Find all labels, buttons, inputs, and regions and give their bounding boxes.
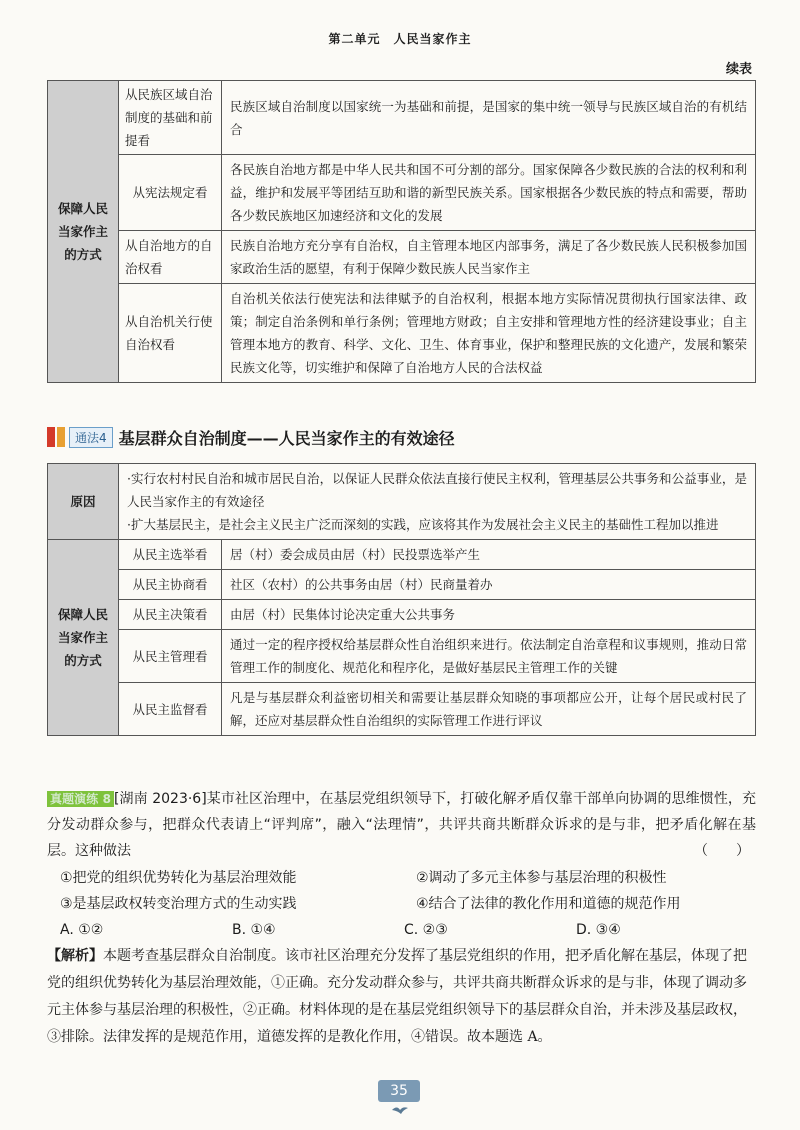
sub-cell: 从宪法规定看 — [119, 155, 222, 231]
analysis-block — [47, 943, 756, 1051]
option-row — [60, 891, 681, 917]
table-row — [48, 231, 756, 284]
table-row — [48, 600, 756, 630]
category-cell: 保障人民当家作主的方式 — [48, 540, 119, 736]
reason-cell — [119, 464, 756, 540]
table-row — [48, 630, 756, 683]
choice-a: A. ①② — [60, 922, 104, 938]
option-item: ③是基层政权转变治理方式的生动实践 — [60, 896, 297, 912]
content-cell: 各民族自治地方都是中华人民共和国不可分割的部分。国家保障各少数民族的合法的权利和利益，维护和发展平等团结互助和谐的新型民族关系。国家根据各少数民族的特点和需要，帮助各少数民族地区加速经济和文化的发展 — [222, 155, 756, 231]
page-number: 35 — [378, 1080, 420, 1102]
content-cell: 社区（农村）的公共事务由居（村）民商量着办 — [222, 570, 756, 600]
continued-label: 续表 — [725, 62, 752, 77]
sub-cell: 从民主管理看 — [119, 630, 222, 683]
section-tag: 通法4 — [69, 427, 113, 448]
section-marker-icon — [47, 427, 55, 447]
choice-b: B. ①④ — [232, 922, 276, 938]
table-row — [48, 155, 756, 231]
reason-item: ·扩大基层民主，是社会主义民主广泛而深刻的实践，应该将其作为发展社会主义民主的基础性工程加以推进 — [127, 517, 719, 532]
content-cell: 由居（村）民集体讨论决定重大公共事务 — [222, 600, 756, 630]
option-item: ④结合了法律的教化作用和道德的规范作用 — [416, 896, 681, 912]
analysis-text: 本题考查基层群众自治制度。该市社区治理充分发挥了基层党组织的作用，把矛盾化解在基层，体现了把党的组织优势转化为基层治理效能，①正确。充分发动群众参与，共评共商共断群众诉求的是与非，体现了调动多元主体参与基层治理的积极性，②正确。材料体现的是在基层党组织领导下的基层群众自治，并未涉及基层政权，③排除。法律发挥的是规范作用，道德发挥的是教化作用，④错误。故本题选 A。 — [47, 948, 747, 1045]
section-marker-icon — [57, 427, 65, 447]
section-heading: 基层群众自治制度——人民当家作主的有效途径 — [118, 428, 455, 448]
choice-row — [60, 917, 621, 943]
question-text: [湖南 2023·6]某市社区治理中，在基层党组织领导下，打破化解矛盾仅靠干部单向协调的思维惯性，充分发动群众参与，把群众代表请上“评判席”，融入“法理情”，共评共商共断群众诉求的是与非，把矛盾化解在基层。这种做法 — [47, 791, 757, 859]
reason-item: ·实行农村村民自治和城市居民自治，以保证人民群众依法直接行使民主权利，管理基层公共事务和公益事业，是人民当家作主的有效途径 — [127, 471, 747, 509]
question-stem — [47, 786, 756, 864]
reason-label-cell: 原因 — [48, 464, 119, 540]
table-row — [48, 284, 756, 383]
content-cell: 居（村）委会成员由居（村）民投票选举产生 — [222, 540, 756, 570]
choice-c: C. ②③ — [404, 922, 448, 938]
sub-cell: 从民主协商看 — [119, 570, 222, 600]
sub-cell: 从自治机关行使自治权看 — [119, 284, 222, 383]
content-cell: 民族自治地方充分享有自治权，自主管理本地区内部事务，满足了各少数民族人民积极参加国家政治生活的愿望，有利于保障少数民族人民当家作主 — [222, 231, 756, 284]
category-cell: 保障人民当家作主的方式 — [48, 81, 119, 383]
section-title — [47, 426, 455, 448]
option-item: ②调动了多元主体参与基层治理的积极性 — [416, 870, 667, 886]
content-cell: 通过一定的程序授权给基层群众性自治组织来进行。依法制定自治章程和议事规则，推动日常管理工作的制度化、规范化和程序化，是做好基层民主管理工作的关键 — [222, 630, 756, 683]
analysis-label: 【解析】 — [47, 948, 103, 964]
sub-cell: 从自治地方的自治权看 — [119, 231, 222, 284]
table-row — [48, 81, 756, 155]
sub-cell: 从民族区域自治制度的基础和前提看 — [119, 81, 222, 155]
sub-cell: 从民主监督看 — [119, 683, 222, 736]
table-row — [48, 464, 756, 540]
option-item: ①把党的组织优势转化为基层治理效能 — [60, 870, 297, 886]
table-grassroots-autonomy — [47, 463, 756, 736]
content-cell: 民族区域自治制度以国家统一为基础和前提，是国家的集中统一领导与民族区域自治的有机结合 — [222, 81, 756, 155]
choice-d: D. ③④ — [576, 922, 621, 938]
content-cell: 凡是与基层群众利益密切相关和需要让基层群众知晓的事项都应公开，让每个居民或村民了解，还应对基层群众性自治组织的实际管理工作进行评议 — [222, 683, 756, 736]
table-row — [48, 683, 756, 736]
content-cell: 自治机关依法行使宪法和法律赋予的自治权利，根据本地方实际情况贯彻执行国家法律、政策；制定自治条例和单行条例；管理地方财政；自主安排和管理地方性的经济建设事业；自主管理本地方的教育、科学、文化、卫生、体育事业，保护和整理民族的文化遗产，发展和繁荣民族文化等，切实维护和保障了自治地方人民的合法权益 — [222, 284, 756, 383]
option-row — [60, 865, 667, 891]
sub-cell: 从民主选举看 — [119, 540, 222, 570]
sub-cell: 从民主决策看 — [119, 600, 222, 630]
page-header: 第二单元 人民当家作主 — [328, 32, 472, 46]
bird-icon — [391, 1104, 409, 1116]
question-badge: 真题演练 8 — [47, 791, 114, 807]
table-row — [48, 570, 756, 600]
table-row — [48, 540, 756, 570]
answer-paren: （ ） — [694, 843, 750, 859]
table-ethnic-autonomy — [47, 80, 756, 383]
